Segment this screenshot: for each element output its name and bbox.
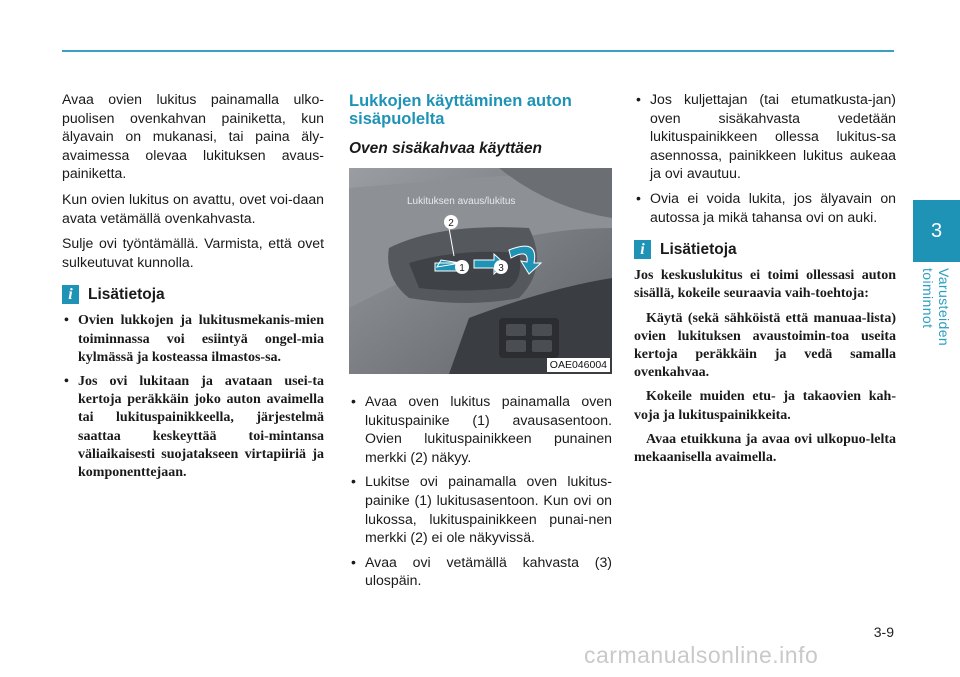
info-paragraph: Kokeile muiden etu- ja takaovien kah-voja ja lukituspainikkeita. [634,389,896,423]
callout-1: 1 [459,263,465,274]
subsection-heading: Oven sisäkahvaa käyttäen [349,140,543,157]
list-item: • Ovien lukkojen ja lukitusmekanis-mien toiminnassa voi esiintyä ongel-mia kylmässä ja kosteassa ilmastos-sa. [64,313,324,365]
list-item-text: Ovien lukkojen ja lukitusmekanis-mien toiminnassa voi esiintyä ongel-mia kylmässä ja kosteassa ilmastos-sa. [78,313,324,365]
paragraph: Sulje ovi työntämällä. Varmista, että ovet sulkeutuvat kunnolla. [62,235,324,270]
list-item-text: Ovia ei voida lukita, jos älyavain on autossa ja mikä tahansa ovi on auki. [650,189,896,225]
list-item-text: Jos ovi lukitaan ja avataan usei-ta kertoja peräkkäin joko auton avaimella tai lukituspainikkeella, järjestelmä saattaa keskeyttää toi-mintansa väliaikaisesti suojatakseen virtapiiriä ja komponenttejaan. [78,373,324,480]
paragraph: Kun ovien lukitus on avattu, ovet voi-daan avata vetämällä ovenkahvasta. [62,190,324,226]
list-item: • Ovia ei voida lukita, jos älyavain on autossa ja mikä tahansa ovi on auki. [636,189,896,225]
figure-caption: OAE046004 [547,358,610,372]
chapter-tab [913,200,960,262]
top-rule [62,50,894,52]
chapter-number: 3 [930,220,943,242]
info-paragraph: Avaa etuikkuna ja avaa ovi ulkopuo-lelta mekaanisella avaimella. [634,431,896,465]
info-heading [634,240,896,259]
bullet-list [634,90,896,226]
list-item-text: Avaa oven lukitus painamalla oven lukituspainike (1) avausasentoon. Ovien lukituspainikkeen punainen merkki (2) näkyy. [365,393,612,465]
bullet-list [349,392,612,590]
info-icon: i [62,285,79,304]
list-item: • Lukitse ovi painamalla oven lukitus-painike (1) lukitusasentoon. Kun ovi on lukossa, lukituspainikkeen punai-nen merkki (2) ei ole näkyvissä. [351,473,612,546]
paragraph: Avaa ovien lukitus painamalla ulko-puolisen ovenkahvan painiketta, kun älyavain on mukanasi, tai paina äly-avaimessa olevaa lukituksen avaus-painiketta. [62,91,324,182]
info-paragraph: Jos keskuslukitus ei toimi ollessasi auton sisällä, kokeile seuraavia vaih-toehtoja: [634,268,896,302]
column-1 [62,90,324,488]
page-number: 3-9 [873,624,894,640]
list-item: • Avaa ovi vetämällä kahvasta (3) ulospäin. [351,553,612,589]
list-item-text: Avaa ovi vetämällä kahvasta (3) ulospäin. [365,553,612,589]
list-item: • Jos ovi lukitaan ja avataan usei-ta kertoja peräkkäin joko auton avaimella tai lukituspainikkeella, järjestelmä saattaa keskeyttää toi-mintansa väliaikaisesti suojatakseen virtapiiriä ja komponenttejaan. [64,373,324,480]
column-2 [349,90,612,596]
door-handle-figure [349,168,612,374]
info-title: Lisätietoja [88,285,165,303]
column-3 [634,90,896,473]
info-icon: i [634,240,651,259]
watermark: carmanualsonline.info [584,642,819,668]
callout-2: 2 [448,218,454,229]
figure-label: Lukituksen avaus/lukitus [407,196,516,207]
callout-3: 3 [498,263,504,274]
info-paragraph: Käytä (sekä sähköistä että manuaa-lista) ovien lukituksen avaustoimin-toa useita kertoja peräkkäin ja vedä samalla ovenkahvaa. [634,310,896,381]
list-item-text: Lukitse ovi painamalla oven lukitus-painike (1) lukitusasentoon. Kun ovi on lukossa, lukituspainikkeen punai-nen merkki (2) ei ole näkyvissä. [365,473,612,546]
chapter-title: Varusteiden toiminnot [920,268,952,347]
list-item-text: Jos kuljettajan (tai etumatkusta-jan) oven sisäkahvasta vedetään lukituspainikkeen ollessa lukitus-sa asennossa, painikkeen lukitus aukeaa ja ovi avautuu. [650,91,896,182]
list-item: • Avaa oven lukitus painamalla oven lukituspainike (1) avausasentoon. Ovien lukituspainikkeen punainen merkki (2) näkyy. [351,393,612,465]
info-list [62,312,324,482]
section-heading: Lukkojen käyttäminen auton sisäpuolelta [349,92,572,128]
info-heading [62,285,324,304]
info-title: Lisätietoja [660,240,737,258]
list-item: • Jos kuljettajan (tai etumatkusta-jan) oven sisäkahvasta vedetään lukituspainikkeen ollessa lukitus-sa asennossa, painikkeen lukitus aukeaa ja ovi avautuu. [636,91,896,182]
